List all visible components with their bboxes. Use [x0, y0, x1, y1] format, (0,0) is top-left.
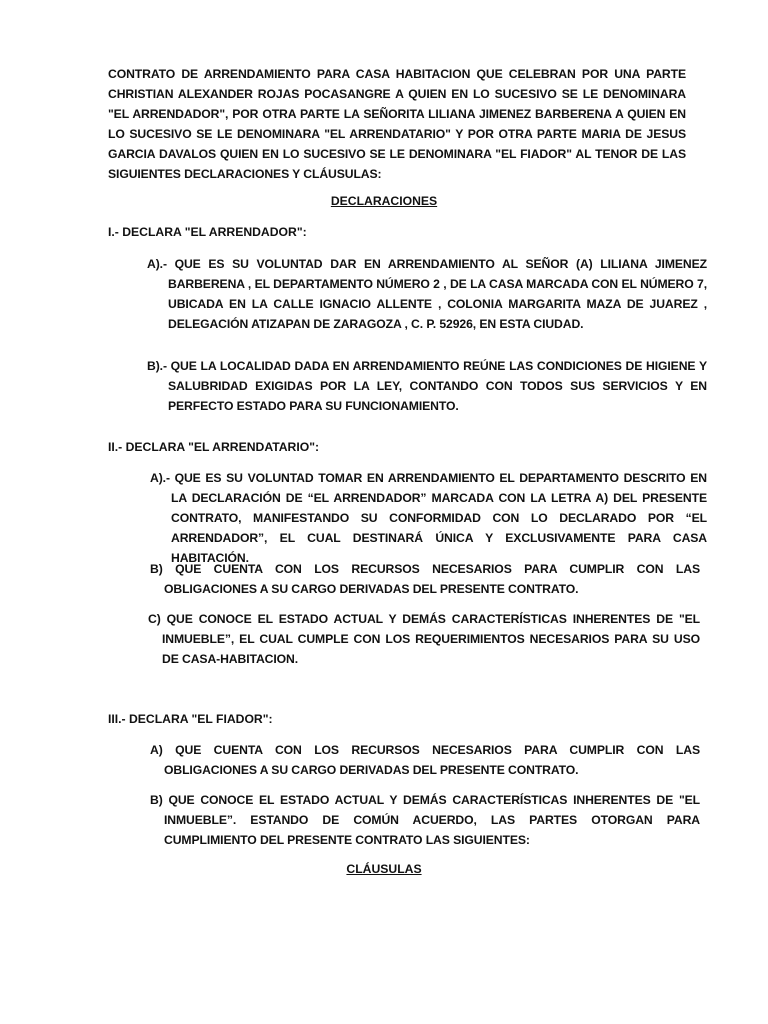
arrendatario-item-c: C) QUE CONOCE EL ESTADO ACTUAL Y DEMÁS CARACTERÍSTICAS INHERENTES DE "EL INMUEBLE”, EL CUAL CUMPLE CON LOS REQUERIMIENTOS NECESARIOS PARA SU USO DE CASA-HABITACION.: [148, 612, 700, 666]
clausulas-heading: CLÁUSULAS: [346, 862, 422, 876]
section-title-fiador: III.- DECLARA "EL FIADOR":: [108, 712, 273, 726]
declaraciones-heading: DECLARACIONES: [330, 194, 438, 208]
section-title-arrendador: I.- DECLARA "EL ARRENDADOR":: [108, 225, 307, 239]
arrendatario-item-a: A).- QUE ES SU VOLUNTAD TOMAR EN ARRENDAMIENTO EL DEPARTAMENTO DESCRITO EN LA DECLARACIÓN DE “EL ARRENDADOR” MARCADA CON LA LETRA A) DEL PRESENTE CONTRATO, MANIFESTANDO SU CONFORMIDAD CON LO DECLARADO POR “EL ARRENDADOR”, EL CUAL DESTINARÁ ÚNICA Y EXCLUSIVAMENTE PARA CASA HABITACIÓN.: [150, 471, 707, 565]
fiador-item-a: A) QUE CUENTA CON LOS RECURSOS NECESARIOS PARA CUMPLIR CON LAS OBLIGACIONES A SU CARGO DERIVADAS DEL PRESENTE CONTRATO.: [150, 743, 700, 777]
fiador-item-b: B) QUE CONOCE EL ESTADO ACTUAL Y DEMÁS CARACTERÍSTICAS INHERENTES DE "EL INMUEBLE”. ESTANDO DE COMÚN ACUERDO, LAS PARTES OTORGAN PARA CUMPLIMIENTO DEL PRESENTE CONTRATO LAS SIGUIENTES:: [150, 793, 700, 847]
contract-intro: CONTRATO DE ARRENDAMIENTO PARA CASA HABITACION QUE CELEBRAN POR UNA PARTE CHRISTIAN ALEXANDER ROJAS POCASANGRE A QUIEN EN LO SUCESIVO SE LE DENOMINARA "EL ARRENDADOR", POR OTRA PARTE LA SEÑORITA LILIANA JIMENEZ BARBERENA A QUIEN EN LO SUCESIVO SE LE DENOMINARA "EL ARRENDATARIO" Y POR OTRA PARTE MARIA DE JESUS GARCIA DAVALOS QUIEN EN LO SUCESIVO SE LE DENOMINARA "EL FIADOR" AL TENOR DE LAS SIGUIENTES DECLARACIONES Y CLÁUSULAS:: [108, 67, 686, 181]
section-title-arrendatario: II.- DECLARA "EL ARRENDATARIO":: [108, 440, 320, 454]
arrendador-item-a: A).- QUE ES SU VOLUNTAD DAR EN ARRENDAMIENTO AL SEÑOR (A) LILIANA JIMENEZ BARBERENA , EL DEPARTAMENTO NÚMERO 2 , DE LA CASA MARCADA CON EL NÚMERO 7, UBICADA EN LA CALLE IGNACIO ALLENTE , COLONIA MARGARITA MAZA DE JUAREZ , DELEGACIÓN ATIZAPAN DE ZARAGOZA , C. P. 52926, EN ESTA CIUDAD.: [147, 257, 707, 331]
arrendador-item-b: B).- QUE LA LOCALIDAD DADA EN ARRENDAMIENTO REÚNE LAS CONDICIONES DE HIGIENE Y SALUBRIDAD EXIGIDAS POR LA LEY, CONTANDO CON TODOS SUS SERVICIOS Y EN PERFECTO ESTADO PARA SU FUNCIONAMIENTO.: [147, 359, 707, 413]
arrendatario-item-b: B) QUE CUENTA CON LOS RECURSOS NECESARIOS PARA CUMPLIR CON LAS OBLIGACIONES A SU CARGO DERIVADAS DEL PRESENTE CONTRATO.: [150, 562, 700, 596]
